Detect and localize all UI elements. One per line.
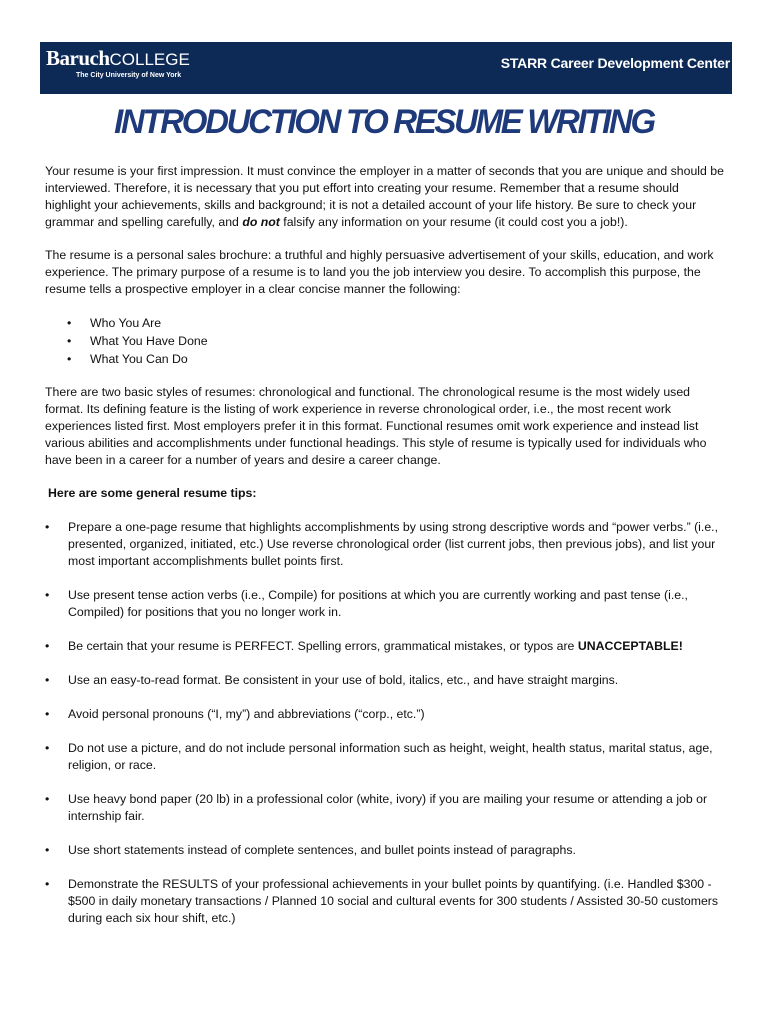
list-item: • Use short statements instead of complete sentences, and bullet points instead of paragraphs. [45, 842, 728, 859]
tips-heading: Here are some general resume tips: [48, 486, 257, 500]
intro-paragraph: Your resume is your first impression. It must convince the employer in a matter of seconds that you are unique and should be interviewed. Therefore, it is necessary that you put effort into creating your resume. Remember that a resume should highlight your achievements, skills and background; it is not a detailed account of your life history. Be sure to check your grammar and spelling carefully, and do not falsify any information on your resume (it could cost you a job!). [45, 164, 724, 229]
career-center-name: STARR Career Development Center [500, 55, 730, 71]
list-item: • What You Have Done [45, 332, 728, 350]
list-item: • Be certain that your resume is PERFECT. Spelling errors, grammatical mistakes, or typos are UNACCEPTABLE! [45, 638, 728, 655]
page-title: INTRODUCTION TO RESUME WRITING [114, 103, 654, 141]
baruch-college-logo [46, 46, 190, 80]
list-item: • Who You Are [45, 314, 728, 332]
list-item: • What You Can Do [45, 350, 728, 368]
list-item: • Demonstrate the RESULTS of your professional achievements in your bullet points by quantifying. (i.e. Handled $300 - $500 in daily monetary transactions / Planned 10 social and cultural events for 300 students / Assisted 30-50 customers during each six hour shift, etc.) [45, 876, 728, 927]
list-item: • Use present tense action verbs (i.e., Compile) for positions at which you are currently working and past tense (i.e., Compiled) for positions that you no longer work in. [45, 587, 728, 621]
resume-styles-paragraph: There are two basic styles of resumes: chronological and functional. The chronological resume is the most widely used format. Its defining feature is the listing of work experience in reverse chronological order, i.e., the most recent work experiences listed first. Most employers prefer it in this format. Functional resumes omit work experience and instead list various abilities and accomplishments under functional headings. This style of resume is typically used for individuals who have been in a career for a number of years and desire a career change. [45, 385, 707, 467]
list-item: • Use an easy-to-read format. Be consistent in your use of bold, italics, etc., and have straight margins. [45, 672, 728, 689]
logo-college: COLLEGE [109, 50, 190, 69]
resume-tips-list [45, 519, 728, 927]
list-item: • Use heavy bond paper (20 lb) in a professional color (white, ivory) if you are mailing your resume or attending a job or internship fair. [45, 791, 728, 825]
logo-subtitle: The City University of New York [76, 72, 182, 79]
resume-purpose-list [45, 314, 728, 368]
list-item: • Prepare a one-page resume that highlights accomplishments by using strong descriptive words and “power verbs.” (i.e., presented, organized, initiated, etc.) Use reverse chronological order (list current jobs, then previous jobs), and list your most important accomplishments bullet points first. [45, 519, 728, 570]
list-item: • Avoid personal pronouns (“I, my”) and abbreviations (“corp., etc.”) [45, 706, 728, 723]
logo-name: Baruch [46, 46, 110, 70]
document-body [45, 163, 728, 944]
sales-brochure-paragraph: The resume is a personal sales brochure: a truthful and highly persuasive advertisement of your skills, education, and work experience. The primary purpose of a resume is to land you the job interview you desire. To accomplish this purpose, the resume tells a prospective employer in a clear concise manner the following: [45, 248, 714, 296]
header-banner [40, 42, 732, 94]
list-item: • Do not use a picture, and do not include personal information such as height, weight, health status, marital status, age, religion, or race. [45, 740, 728, 774]
